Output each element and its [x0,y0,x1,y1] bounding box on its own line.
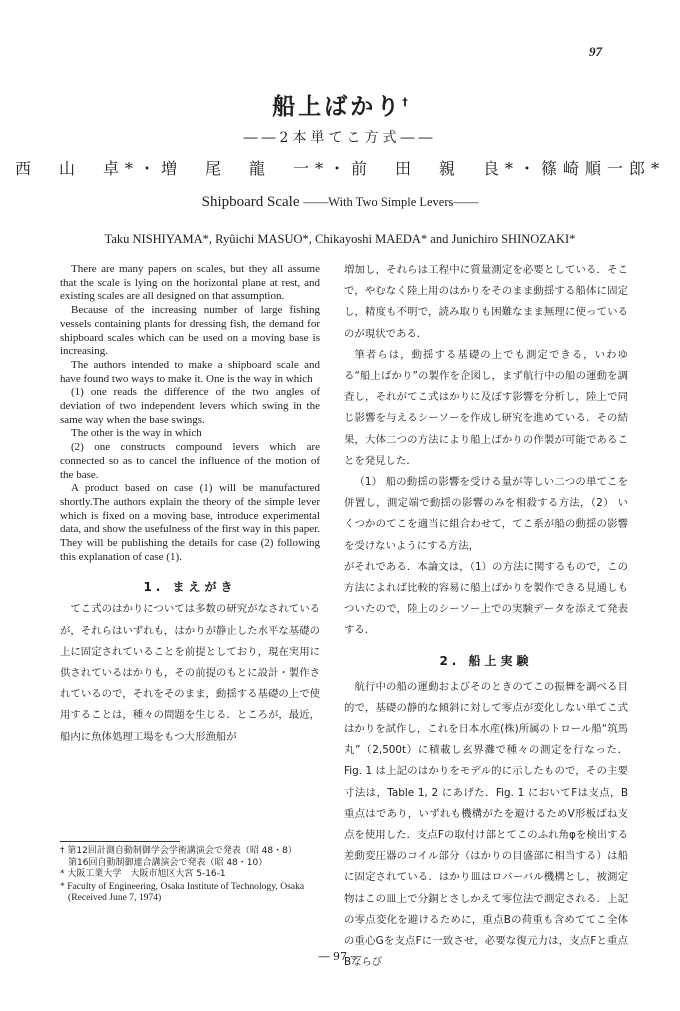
body-paragraph: 筆者らは，動揺する基礎の上でも測定できる，いわゆる“船上ばかり”の製作を企図し，まず航行中の船の運動を調査し，それがてこ式はかりに及ぼす影響を分析し，陸上で同じ影響を与えるシーソーを作成し研究を進めている．その結果，大体二つの方法により船上ばかりの作製が可能であることを発見した． [344,348,628,467]
abstract [60,263,320,564]
body-paragraph: （1） 船の動揺の影響を受ける量が等しい二つの単てこを併置し，測定端で動揺の影響のみを相殺する方法，（2） いくつかのてこを適当に組合わせて，てこ系が船の動揺の影響を受けないようにする方法， [344,476,628,552]
page-number: 97 [589,44,602,59]
title-text: 船上ばかり [272,94,403,120]
abstract-paragraph: A product based on case (1) will be manufactured shortly.The authors explain the theory of the simple lever which is fixed on a moving base, introduce experimental data, and show the usefulness of the first way in this paper. They will be publishing the details for case (2) following this explanation of case (1). [60,482,320,563]
english-title-main: Shipboard Scale [201,194,300,210]
title-footnote-mark: † [402,95,408,109]
section-heading-shipboard-experiment: 2. 船上実験 [439,653,533,668]
body-paragraph: てこ式のはかりについては多数の研究がなされているが，それらはいずれも，はかりが静止した水平な基礎の上に固定されていることを前提としており，現在実用に供されているはかりも，その前提のもとに設計・製作されているので，それをそのまま，動揺する基礎の上で使用することは，種々の問題を生じる．ところが，最近，船内に魚体処理工場をもつ大形漁船が [60,603,320,743]
left-column [60,263,320,748]
footnote: * 大阪工業大学 大阪市旭区大宮 5-16-1 [60,869,226,880]
abstract-paragraph: There are many papers on scales, but they all assume that the scale is lying on the horizontal plane at rest, and existing scales are all designed on that assumption. [60,263,320,303]
abstract-paragraph: (1) one reads the difference of the two angles of deviation of two independent levers which swing in the same way when the base swings. [60,386,320,426]
abstract-paragraph: (2) one constructs compound levers which are connected so as to cancel the influence of the motion of the base. [60,441,320,481]
introduction-body [60,599,320,747]
paper-title [0,88,680,121]
english-title [0,194,680,211]
abstract-paragraph: The other is the way in which [71,427,202,440]
experiment-body [344,677,628,974]
body-paragraph: 航行中の船の運動およびそのときのてこの振舞を調べる目的で，基礎の静的な傾斜に対して零点が変化しない単てこ式はかりを試作し，これを日本水産(株)所属のトロール船“筑馬丸”（2,500t）に積載し玄界灘で種々の測定を行なった．Fig. 1 は上記のはかりをモデル的に示したもので，その主要寸法は，Table 1, 2 にあげた．Fig. 1 においてFは支点，B重点はであり，いずれも機構がたを避けるためV形板ばね支点を使用した．支点Fの取付け部とてこのふれ角φを検出する差動変圧器のコイル部分（はかりの目盛部に相当する）は船に固定されている．はかり皿はロバーバル機構とし，被測定物はこの皿上で分銅とさしかえて零位法で測定される．上記の零点変化を避けるために，重点Bの荷重も含めててこ全体の重心Gを支点Fに一致させ，必要な復元力は，支点Fと重点Bならび [344,680,628,969]
abstract-paragraph: The authors intended to make a shipboard scale and have found two ways to make it. One is the way in which [60,358,320,385]
introduction-continued [344,260,628,642]
footnote: * Faculty of Engineering, Osaka Institute of Technology, Osaka [60,880,305,892]
body-paragraph: がそれである．本論文は，（1）の方法に関するもので，この方法によれば比較的容易に船上ばかりを製作できる見通しもついたので，陸上のシーソー上での実験データを添えて発表する． [344,560,628,637]
footnote: 第16回自動制御連合講演会で発表（昭 48・10） [68,857,268,868]
authors-english: Taku NISHIYAMA*, Ryûichi MASUO*, Chikayoshi MAEDA* and Junichiro SHINOZAKI* [104,232,576,246]
footnote-divider [60,841,180,842]
received-date: (Received June 7, 1974) [68,892,162,904]
section-heading-introduction: 1. まえがき [143,580,237,595]
abstract-paragraph: Because of the increasing number of large fishing vessels containing plants for dressing fish, the demand for shipboard scales which can be used on a moving base is increasing. [60,304,320,358]
authors-japanese: 西 山 卓*・増 尾 龍 一*・前 田 親 良*・篠崎順一郎* [14,159,665,178]
page-folio: ― 97 ― [318,950,362,963]
body-paragraph: 増加し，それらは工程中に質量測定を必要としている．そこで，やむなく陸上用のはかりをそのまま動揺する船体に固定し，精度も不明で，読み取りも困難なまま無理に使っているのが現状である． [344,264,628,340]
right-column [344,260,628,974]
english-title-sub: ――With Two Simple Levers―― [303,195,479,209]
footnote: † 第12回計測自動制御学会学術講演会で発表（昭 48・8） [60,846,297,856]
paper-subtitle: ――2本単てこ方式―― [243,130,437,146]
footnotes [60,846,330,904]
